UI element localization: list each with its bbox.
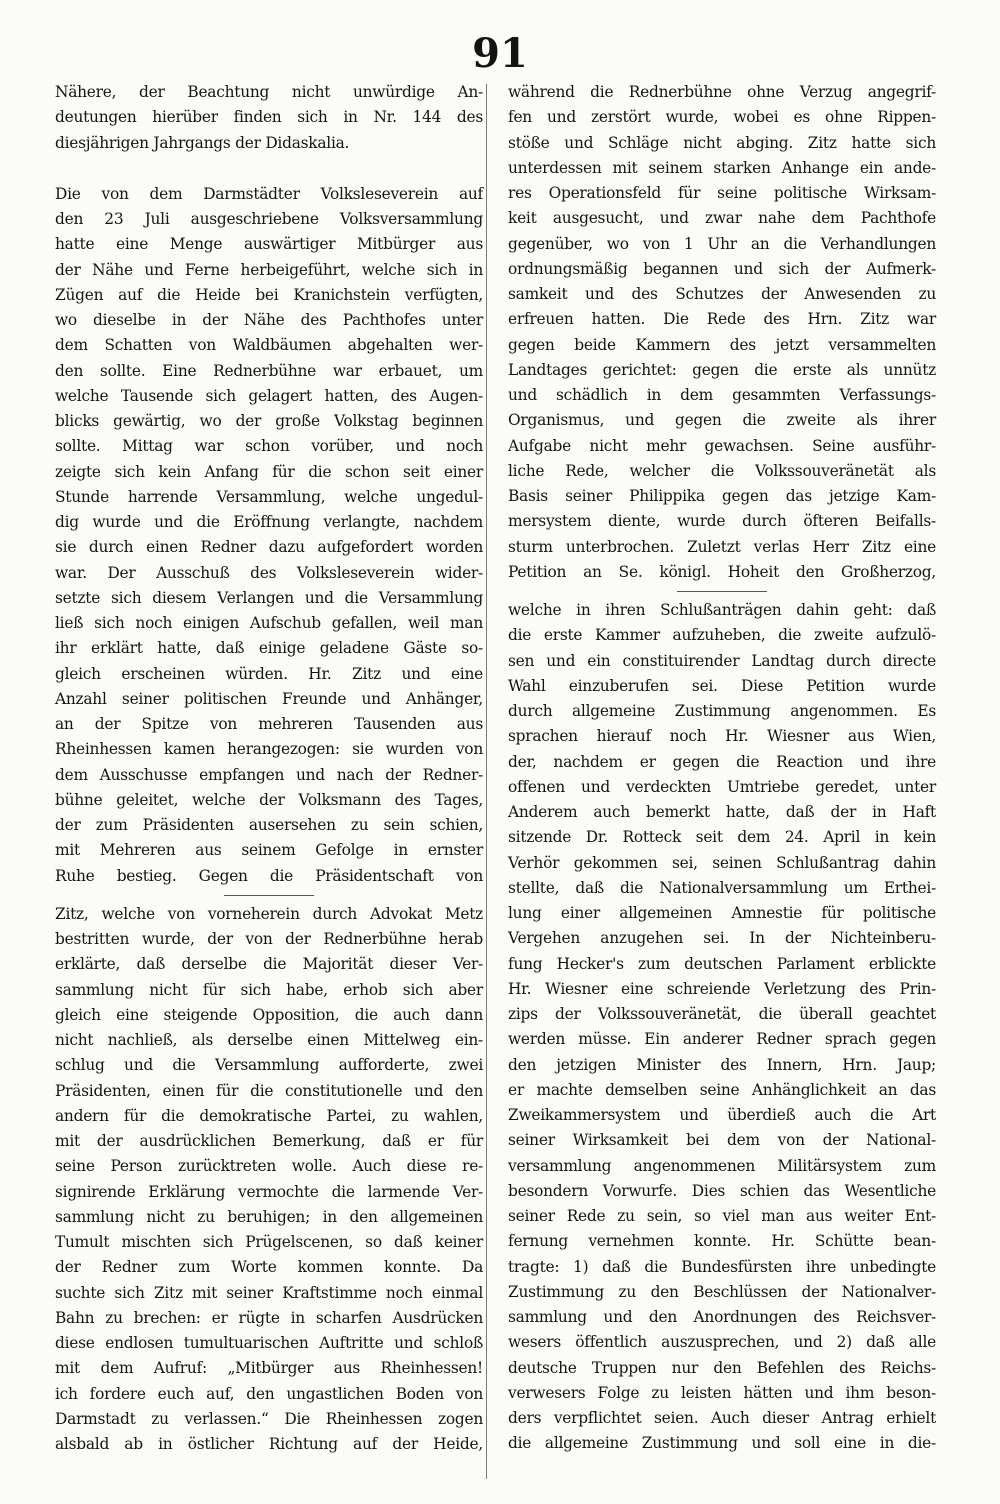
text-line: Anderem auch bemerkt hatte, daß der in Haft [508, 803, 936, 821]
text-line: signirende Erklärung vermochte die larmende Ver- [55, 1182, 483, 1201]
text-line: Aufgabe nicht mehr gewachsen. Seine ausführ- [508, 436, 936, 455]
text-line: diese endlosen tumultuarischen Auftritte und schloß [55, 1334, 483, 1352]
text-line: der zum Präsidenten ausersehen zu sein schien, [55, 816, 483, 834]
text-line: seine Person zurücktreten wolle. Auch diese re- [55, 1157, 483, 1176]
text-line: deutsche Truppen nur den Befehlen des Reichs- [508, 1358, 936, 1377]
text-line: Landtages gerichtet: gegen die erste als unnütz [508, 360, 936, 379]
text-line: Petition an Se. königl. Hoheit den Großherzog, [508, 562, 936, 581]
right-column [508, 80, 936, 1457]
text-line: bestritten wurde, der von der Rednerbühne herab [55, 930, 483, 948]
text-line: Zügen auf die Heide bei Kranichstein verfügten, [55, 285, 483, 304]
text-line: Bahn zu brechen: er rügte in scharfen Ausdrücken [55, 1308, 483, 1327]
text-line: er machte demselben seine Anhänglichkeit an das [508, 1080, 936, 1099]
text-line: liche Rede, welcher die Volkssouveränetät als [508, 461, 936, 480]
text-line: sammlung nicht für sich habe, erhob sich aber [55, 980, 483, 999]
text-line: die allgemeine Zustimmung und soll eine in die- [508, 1434, 936, 1453]
text-line: suchte sich Zitz mit seiner Kraftstimme noch einmal [55, 1283, 483, 1302]
text-line: Zitz, welche von vorneherein durch Advokat Metz [55, 904, 483, 923]
text-line: Stunde harrende Versammlung, welche ungedul- [55, 487, 483, 506]
text-line: an der Spitze von mehreren Tausenden aus [55, 715, 483, 733]
text-line: stellte, daß die Nationalversammlung um Erthei- [508, 878, 936, 897]
text-line: seiner Rede zu sein, so viel man aus weiter Ent- [508, 1207, 936, 1225]
text-line: welche Tausende sich gelagert hatten, des Augen- [55, 386, 483, 405]
text-line: keit ausgesucht, und zwar nahe dem Pachthofe [508, 209, 936, 228]
text-line: war. Der Ausschuß des Volksleseverein wider- [55, 563, 483, 582]
text-line: tragte: 1) daß die Bundesfürsten ihre unbedingte [508, 1257, 936, 1276]
text-line: sen und ein constituirender Landtag durch directe [508, 651, 936, 670]
text-line: ließ sich noch einigen Aufschub gefallen, weil man [55, 614, 483, 632]
text-line: mit Mehreren aus seinem Gefolge in ernster [55, 841, 483, 860]
text-line: ich fordere euch auf, den ungastlichen Boden von [55, 1384, 483, 1403]
text-line: werden müsse. Ein anderer Redner sprach gegen [508, 1030, 936, 1049]
text-line: Verhör gekommen sei, seinen Schlußantrag dahin [508, 853, 936, 872]
text-line: Zustimmung zu den Beschlüssen der Nationalver- [508, 1282, 936, 1301]
text-line: andern für die demokratische Partei, zu wahlen, [55, 1106, 483, 1125]
text-line: schlug und die Versammlung aufforderte, zwei [55, 1056, 483, 1075]
section-rule [224, 895, 314, 896]
text-line: gegenüber, wo von 1 Uhr an die Verhandlungen [508, 234, 936, 253]
paragraph-continuation [508, 80, 936, 1457]
text-line: unterdessen mit seinem starken Anhange ein ande- [508, 158, 936, 177]
text-line: den sollte. Eine Rednerbühne war erbauet, um [55, 361, 483, 380]
text-line: Anzahl seiner politischen Freunde und Anhänger, [55, 689, 483, 708]
text-line: der, nachdem er gegen die Reaction und ihre [508, 752, 936, 771]
text-line: seiner Wirksamkeit bei dem von der National- [508, 1131, 936, 1150]
text-line: Die von dem Darmstädter Volksleseverein auf [55, 184, 483, 203]
text-line: Präsidenten, einen für die constitutionelle und den [55, 1081, 483, 1100]
text-line: fen und zerstört wurde, wobei es ohne Rippen- [508, 108, 936, 127]
text-line: diesjährigen Jahrgangs der Didaskalia. [55, 133, 350, 152]
text-line: Tumult mischten sich Prügelscenen, so daß keiner [55, 1233, 483, 1251]
text-line: versammlung angenommenen Militärsystem zum [508, 1156, 936, 1175]
text-line: mit dem Aufruf: „Mitbürger aus Rheinhessen! [55, 1359, 483, 1378]
text-line: wesers öffentlich auszusprechen, und 2) daß alle [508, 1333, 936, 1352]
text-line: erfreuen hatten. Die Rede des Hrn. Zitz war [508, 310, 936, 329]
text-line: Organismus, und gegen die zweite als ihrer [508, 411, 936, 430]
text-line: die erste Kammer aufzuheben, die zweite aufzulö- [508, 626, 936, 645]
text-line: zips der Volkssouveränetät, die überall geachtet [508, 1005, 936, 1023]
text-line: samkeit und des Schutzes der Anwesenden zu [508, 285, 936, 303]
text-line: Hr. Wiesner eine schreiende Verletzung des Prin- [508, 979, 936, 998]
text-line: blicks gewärtig, wo der große Volkstag beginnen [55, 412, 483, 430]
text-line: fernung vernehmen konnte. Hr. Schütte bean- [508, 1232, 936, 1251]
text-line: Basis seiner Philippika gegen das jetzige Kam- [508, 487, 936, 505]
text-line: sturm unterbrochen. Zuletzt verlas Herr Zitz eine [508, 537, 936, 556]
text-line: sammlung und den Anordnungen des Reichsver- [508, 1308, 936, 1326]
text-line: sollte. Mittag war schon vorüber, und noch [55, 437, 483, 456]
text-line: sie durch einen Redner dazu aufgefordert worden [55, 538, 483, 557]
paragraph-volksversammlung [55, 182, 483, 1458]
text-line: mit der ausdrücklichen Bemerkung, daß er für [55, 1132, 483, 1150]
text-line: dig wurde und die Eröffnung verlangte, nachdem [55, 513, 483, 531]
text-line: sitzende Dr. Rotteck seit dem 24. April in kein [508, 828, 936, 847]
column-divider [486, 84, 487, 1479]
text-line: dem Schatten von Waldbäumen abgehalten wer- [55, 336, 483, 355]
page-number: 91 [472, 30, 528, 77]
text-line: bühne geleitet, welche der Volksmann des Tages, [55, 790, 483, 809]
text-line: während die Rednerbühne ohne Verzug angegrif- [508, 83, 936, 101]
text-line: stöße und Schläge nicht abging. Zitz hatte sich [508, 133, 936, 152]
text-line: erklärte, daß derselbe die Majorität dieser Ver- [55, 955, 483, 974]
text-line: dem Ausschusse empfangen und nach der Redner- [55, 765, 483, 784]
text-line: setzte sich diesem Verlangen und die Versammlung [55, 588, 483, 607]
text-line: mersystem diente, wurde durch öfteren Beifalls- [508, 512, 936, 531]
text-line: wo dieselbe in der Nähe des Pachthofes unter [55, 311, 483, 329]
text-line: offenen und verdeckten Umtriebe geredet, unter [508, 777, 936, 796]
text-line: deutungen hierüber finden sich in Nr. 144 des [55, 108, 483, 127]
text-line: welche in ihren Schlußanträgen dahin geht: daß [508, 601, 936, 619]
text-line: res Operationsfeld für seine politische Wirksam- [508, 184, 936, 202]
text-line: nicht nachließ, als derselbe einen Mittelweg ein- [55, 1031, 483, 1049]
text-line: zeigte sich kein Anfang für die schon seit einer [55, 462, 483, 481]
text-line: alsbald ab in östlicher Richtung auf der Heide, [55, 1435, 483, 1453]
text-line: ordnungsmäßig begannen und sich der Aufmerk- [508, 259, 936, 278]
text-line: verwesers Folge zu leisten hätten und ihm beson- [508, 1383, 936, 1402]
text-line: den jetzigen Minister des Innern, Hrn. Jaup; [508, 1055, 936, 1074]
text-line: hatte eine Menge auswärtiger Mitbürger aus [55, 235, 483, 254]
text-line: gleich erscheinen würden. Hr. Zitz und eine [55, 664, 483, 683]
text-line: Darmstadt zu verlassen.“ Die Rheinhessen zogen [55, 1409, 483, 1428]
text-line: der Redner zum Worte kommen konnte. Da [55, 1258, 483, 1277]
text-line: ihr erklärt hatte, daß einige geladene Gäste so- [55, 639, 483, 658]
text-line: fung Hecker's zum deutschen Parlament erblickte [508, 954, 936, 973]
paragraph-intro [55, 80, 483, 156]
text-line: Nähere, der Beachtung nicht unwürdige An- [55, 83, 483, 101]
left-column [55, 80, 483, 1457]
text-line: sprachen hierauf noch Hr. Wiesner aus Wien, [508, 727, 936, 746]
text-line: durch allgemeine Zustimmung angenommen. Es [508, 702, 936, 720]
text-line: sammlung nicht zu beruhigen; in den allgemeinen [55, 1207, 483, 1226]
text-line: Wahl einzuberufen sei. Diese Petition wurde [508, 676, 936, 695]
section-rule [677, 591, 767, 592]
text-line: gleich eine steigende Opposition, die auch dann [55, 1005, 483, 1024]
text-line: Ruhe bestieg. Gegen die Präsidentschaft von [55, 866, 483, 885]
text-line: Rheinhessen kamen herangezogen: sie wurden von [55, 740, 483, 759]
paragraph-gap [55, 156, 483, 182]
text-line: und schädlich in dem gesammten Verfassungs- [508, 386, 936, 404]
text-line: ders verpflichtet seien. Auch dieser Antrag erhielt [508, 1409, 936, 1427]
text-line: der Nähe und Ferne herbeigeführt, welche sich in [55, 260, 483, 279]
text-line: besondern Vorwurfe. Dies schien das Wesentliche [508, 1181, 936, 1200]
text-line: gegen beide Kammern des jetzt versammelten [508, 335, 936, 354]
text-line: Zweikammersystem und überdieß auch die Art [508, 1106, 936, 1124]
text-line: lung einer allgemeinen Amnestie für politische [508, 904, 936, 922]
text-line: den 23 Juli ausgeschriebene Volksversammlung [55, 210, 483, 228]
text-line: Vergehen anzugehen sei. In der Nichteinberu- [508, 929, 936, 948]
